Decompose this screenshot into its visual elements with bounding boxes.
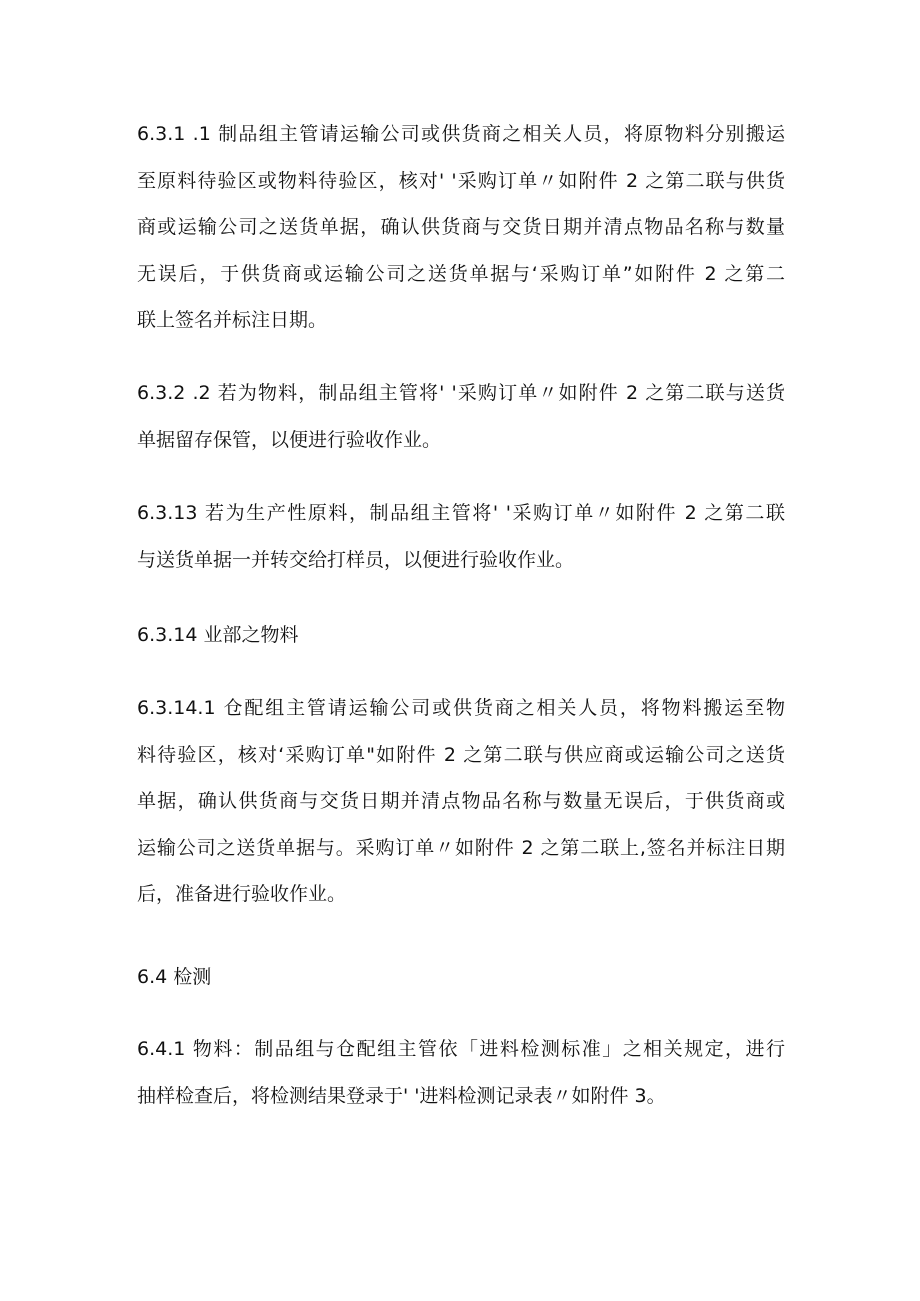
- section-heading: 6.3.14 业部之物料: [137, 624, 299, 646]
- paragraph-6-3-14: [137, 612, 785, 659]
- paragraph-6-3-13: [137, 490, 785, 583]
- text-line: 联上签名并标注日期。: [137, 309, 328, 331]
- text-line: 商或运输公司之送货单据，确认供货商与交货日期并清点物品名称与数量: [137, 216, 785, 238]
- text-line: 单据，确认供货商与交货日期并清点物品名称与数量无误后，于供货商或: [137, 790, 785, 812]
- text-line: 料待验区，核对‘采购订单"如附件 2 之第二联与供应商或运输公司之送货: [137, 743, 785, 766]
- paragraph-6-3-2: [137, 370, 785, 463]
- paragraph-6-4: [137, 954, 785, 1001]
- paragraph-6-3-14-1: [137, 685, 785, 918]
- text-line: 6.3.14.1 仓配组主管请运输公司或供货商之相关人员，将物料搬运至物: [137, 697, 785, 719]
- paragraph-6-4-1: [137, 1026, 785, 1119]
- text-line: 无误后，于供货商或运输公司之送货单据与‘采购订单”如附件 2 之第二: [137, 262, 785, 285]
- text-line: 后，准备进行验收作业。: [137, 883, 347, 905]
- text-line: 至原料待验区或物料待验区，核对' '采购订单〃如附件 2 之第二联与供货: [137, 169, 785, 192]
- paragraph-6-3-1: [137, 111, 785, 344]
- section-heading: 6.4 检测: [137, 966, 212, 988]
- text-line: 抽样检查后，将检测结果登录于' '进料检测记录表〃如附件 3。: [137, 1084, 666, 1107]
- text-line: 6.3.13 若为生产性原料，制品组主管将' '采购订单〃如附件 2 之第二联: [137, 502, 785, 524]
- text-line: 6.3.2 .2 若为物料，制品组主管将' '采购订单〃如附件 2 之第二联与送货: [137, 382, 785, 404]
- text-line: 单据留存保管，以便进行验收作业。: [137, 428, 442, 451]
- text-line: 6.4.1 物料：制品组与仓配组主管依「进料检测标准」之相关规定，进行: [137, 1038, 785, 1060]
- text-line: 运输公司之送货单据与。采购订单〃如附件 2 之第二联上,签名并标注日期: [137, 836, 785, 859]
- text-line: 与送货单据一并转交给打样员，以便进行验收作业。: [137, 548, 575, 571]
- text-line: 6.3.1 .1 制品组主管请运输公司或供货商之相关人员，将原物料分别搬运: [137, 123, 785, 145]
